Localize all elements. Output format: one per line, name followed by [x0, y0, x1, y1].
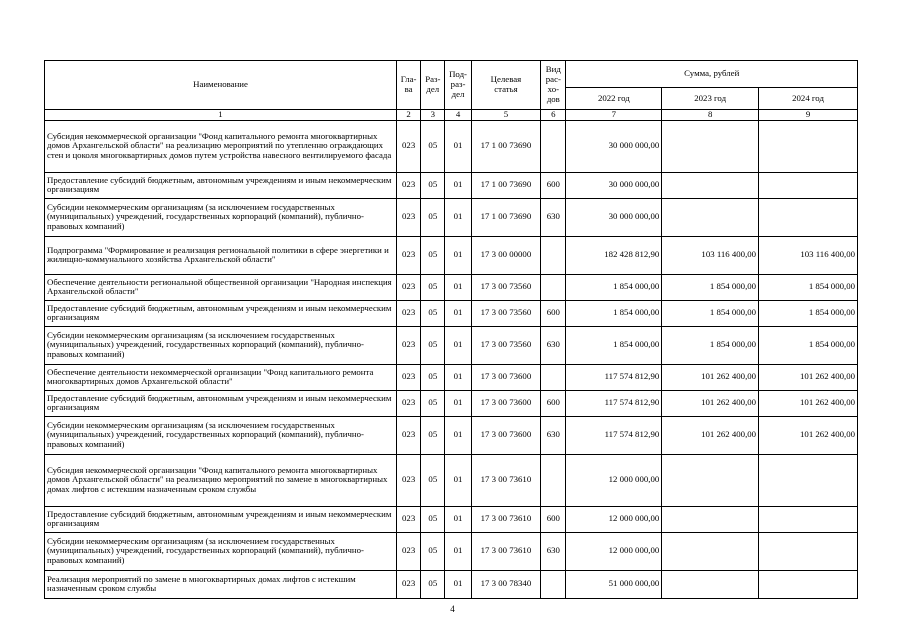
- header-sum: Сумма, рублей: [566, 61, 858, 88]
- row-glava: 023: [397, 454, 421, 506]
- row-sum-2024: [759, 454, 858, 506]
- row-vid: [541, 570, 566, 598]
- row-sum-2022: 1 854 000,00: [566, 326, 662, 364]
- row-podrazdel: 01: [445, 532, 471, 570]
- row-glava: 023: [397, 300, 421, 326]
- row-sum-2023: [662, 506, 759, 532]
- row-sum-2023: 1 854 000,00: [662, 300, 759, 326]
- row-sum-2024: 103 116 400,00: [759, 236, 858, 274]
- row-sum-2022: 12 000 000,00: [566, 506, 662, 532]
- table-row: [45, 120, 858, 172]
- col-number: 5: [471, 110, 541, 121]
- row-glava: 023: [397, 416, 421, 454]
- table-row: [45, 172, 858, 198]
- table-row: [45, 198, 858, 236]
- row-name: Обеспечение деятельности региональной общественной организации "Народная инспекция Архангельской области": [45, 274, 397, 300]
- table-row: [45, 274, 858, 300]
- row-name: Предоставление субсидий бюджетным, автономным учреждениям и иным некоммерческим организациям: [45, 172, 397, 198]
- row-name: Реализация мероприятий по замене в многоквартирных домах лифтов с истекшим назначенным сроком службы: [45, 570, 397, 598]
- row-sum-2024: [759, 506, 858, 532]
- row-sum-2024: 101 262 400,00: [759, 364, 858, 390]
- row-sum-2024: [759, 120, 858, 172]
- header-target: Целевая статья: [471, 61, 541, 110]
- row-podrazdel: 01: [445, 570, 471, 598]
- row-sum-2023: 101 262 400,00: [662, 390, 759, 416]
- row-target: 17 3 00 00000: [471, 236, 541, 274]
- row-sum-2024: [759, 532, 858, 570]
- row-target: 17 1 00 73690: [471, 172, 541, 198]
- row-name: Предоставление субсидий бюджетным, автономным учреждениям и иным некоммерческим организациям: [45, 390, 397, 416]
- header-vid: Вид рас- хо- дов: [541, 61, 566, 110]
- row-name: Предоставление субсидий бюджетным, автономным учреждениям и иным некоммерческим организациям: [45, 300, 397, 326]
- row-vid: 630: [541, 326, 566, 364]
- row-sum-2022: 1 854 000,00: [566, 300, 662, 326]
- table-row: [45, 300, 858, 326]
- row-sum-2023: 101 262 400,00: [662, 364, 759, 390]
- row-podrazdel: 01: [445, 236, 471, 274]
- row-podrazdel: 01: [445, 120, 471, 172]
- row-sum-2022: 117 574 812,90: [566, 364, 662, 390]
- header-row: [45, 61, 858, 88]
- row-razdel: 05: [421, 198, 445, 236]
- row-vid: [541, 236, 566, 274]
- table-row: [45, 390, 858, 416]
- row-razdel: 05: [421, 506, 445, 532]
- row-name: Подпрограмма "Формирование и реализация региональной политики в сфере энергетики и жилищно-коммунального хозяйства Архангельской области": [45, 236, 397, 274]
- row-target: 17 3 00 73610: [471, 506, 541, 532]
- table-row: [45, 454, 858, 506]
- row-vid: 600: [541, 390, 566, 416]
- table-row: [45, 236, 858, 274]
- table-row: [45, 506, 858, 532]
- row-sum-2022: 1 854 000,00: [566, 274, 662, 300]
- table-row: [45, 326, 858, 364]
- row-sum-2022: 182 428 812,90: [566, 236, 662, 274]
- col-number: 2: [397, 110, 421, 121]
- header-name: Наименование: [45, 61, 397, 110]
- row-target: 17 3 00 78340: [471, 570, 541, 598]
- row-sum-2022: 30 000 000,00: [566, 172, 662, 198]
- col-number: 4: [445, 110, 471, 121]
- row-glava: 023: [397, 198, 421, 236]
- row-target: 17 3 00 73600: [471, 416, 541, 454]
- row-glava: 023: [397, 570, 421, 598]
- row-razdel: 05: [421, 300, 445, 326]
- row-sum-2023: 103 116 400,00: [662, 236, 759, 274]
- row-podrazdel: 01: [445, 172, 471, 198]
- row-target: 17 3 00 73610: [471, 454, 541, 506]
- row-razdel: 05: [421, 532, 445, 570]
- table-row: [45, 532, 858, 570]
- row-target: 17 3 00 73560: [471, 300, 541, 326]
- table-row: [45, 416, 858, 454]
- row-glava: 023: [397, 326, 421, 364]
- table-body: [45, 120, 858, 598]
- col-number: 1: [45, 110, 397, 121]
- budget-table: [44, 60, 858, 599]
- row-razdel: 05: [421, 454, 445, 506]
- row-sum-2023: [662, 532, 759, 570]
- row-glava: 023: [397, 236, 421, 274]
- row-sum-2024: 101 262 400,00: [759, 416, 858, 454]
- row-podrazdel: 01: [445, 454, 471, 506]
- row-target: 17 1 00 73690: [471, 120, 541, 172]
- row-target: 17 3 00 73610: [471, 532, 541, 570]
- row-target: 17 3 00 73560: [471, 326, 541, 364]
- col-number: 6: [541, 110, 566, 121]
- header-podrazdel: Под- раз- дел: [445, 61, 471, 110]
- row-podrazdel: 01: [445, 326, 471, 364]
- row-target: 17 3 00 73600: [471, 364, 541, 390]
- row-sum-2023: [662, 172, 759, 198]
- row-podrazdel: 01: [445, 198, 471, 236]
- row-sum-2022: 117 574 812,90: [566, 416, 662, 454]
- row-vid: 630: [541, 532, 566, 570]
- table-row: [45, 364, 858, 390]
- row-razdel: 05: [421, 416, 445, 454]
- row-razdel: 05: [421, 326, 445, 364]
- row-sum-2024: 101 262 400,00: [759, 390, 858, 416]
- row-sum-2023: 101 262 400,00: [662, 416, 759, 454]
- row-vid: [541, 120, 566, 172]
- row-vid: 600: [541, 172, 566, 198]
- row-sum-2023: [662, 454, 759, 506]
- row-sum-2023: 1 854 000,00: [662, 274, 759, 300]
- row-podrazdel: 01: [445, 390, 471, 416]
- table-row: [45, 570, 858, 598]
- column-numbers-row: [45, 110, 858, 121]
- row-name: Обеспечение деятельности некоммерческой организации "Фонд капитального ремонта многоквартирных домов Архангельской области": [45, 364, 397, 390]
- row-sum-2023: 1 854 000,00: [662, 326, 759, 364]
- row-name: Субсидия некоммерческой организации "Фонд капитального ремонта многоквартирных домов Архангельской области" на реализацию мероприятий по замене в многоквартирных домах лифтов с истекшим назначенным сроком службы: [45, 454, 397, 506]
- row-razdel: 05: [421, 390, 445, 416]
- row-glava: 023: [397, 532, 421, 570]
- row-sum-2023: [662, 198, 759, 236]
- row-sum-2024: [759, 570, 858, 598]
- row-razdel: 05: [421, 172, 445, 198]
- row-sum-2022: 51 000 000,00: [566, 570, 662, 598]
- row-sum-2023: [662, 570, 759, 598]
- page-number: 4: [450, 604, 455, 614]
- row-razdel: 05: [421, 364, 445, 390]
- row-sum-2022: 30 000 000,00: [566, 198, 662, 236]
- row-name: Субсидии некоммерческим организациям (за исключением государственных (муниципальных) учреждений, государственных корпораций (компаний), публично-правовых компаний): [45, 416, 397, 454]
- row-sum-2023: [662, 120, 759, 172]
- row-sum-2022: 12 000 000,00: [566, 532, 662, 570]
- row-sum-2022: 117 574 812,90: [566, 390, 662, 416]
- row-sum-2022: 12 000 000,00: [566, 454, 662, 506]
- row-name: Субсидии некоммерческим организациям (за исключением государственных (муниципальных) учреждений, государственных корпораций (компаний), публично-правовых компаний): [45, 532, 397, 570]
- row-vid: [541, 274, 566, 300]
- row-vid: [541, 364, 566, 390]
- header-year-2022: 2022 год: [566, 88, 662, 110]
- row-glava: 023: [397, 172, 421, 198]
- row-sum-2024: 1 854 000,00: [759, 274, 858, 300]
- row-vid: 600: [541, 506, 566, 532]
- row-sum-2024: [759, 172, 858, 198]
- row-name: Субсидии некоммерческим организациям (за исключением государственных (муниципальных) учреждений, государственных корпораций (компаний), публично-правовых компаний): [45, 326, 397, 364]
- row-target: 17 3 00 73600: [471, 390, 541, 416]
- row-sum-2024: [759, 198, 858, 236]
- row-name: Субсидия некоммерческой организации "Фонд капитального ремонта многоквартирных домов Архангельской области" на реализацию мероприятий по утепленню ограждающих стен и цоколя многоквартирных домов путем устройства навесного вентилируемого фасада: [45, 120, 397, 172]
- col-number: 8: [662, 110, 759, 121]
- row-vid: 630: [541, 198, 566, 236]
- row-glava: 023: [397, 274, 421, 300]
- row-vid: [541, 454, 566, 506]
- row-glava: 023: [397, 364, 421, 390]
- header-year-2024: 2024 год: [759, 88, 858, 110]
- header-razdel: Раз- дел: [421, 61, 445, 110]
- row-razdel: 05: [421, 236, 445, 274]
- row-target: 17 3 00 73560: [471, 274, 541, 300]
- col-number: 7: [566, 110, 662, 121]
- row-vid: 600: [541, 300, 566, 326]
- header-glava: Гла- ва: [397, 61, 421, 110]
- row-podrazdel: 01: [445, 416, 471, 454]
- row-glava: 023: [397, 120, 421, 172]
- row-sum-2022: 30 000 000,00: [566, 120, 662, 172]
- header-year-2023: 2023 год: [662, 88, 759, 110]
- row-podrazdel: 01: [445, 274, 471, 300]
- row-podrazdel: 01: [445, 364, 471, 390]
- row-target: 17 1 00 73690: [471, 198, 541, 236]
- row-sum-2024: 1 854 000,00: [759, 326, 858, 364]
- row-glava: 023: [397, 390, 421, 416]
- row-name: Предоставление субсидий бюджетным, автономным учреждениям и иным некоммерческим организациям: [45, 506, 397, 532]
- row-vid: 630: [541, 416, 566, 454]
- row-razdel: 05: [421, 570, 445, 598]
- row-razdel: 05: [421, 120, 445, 172]
- col-number: 3: [421, 110, 445, 121]
- row-glava: 023: [397, 506, 421, 532]
- row-podrazdel: 01: [445, 300, 471, 326]
- col-number: 9: [759, 110, 858, 121]
- row-podrazdel: 01: [445, 506, 471, 532]
- row-sum-2024: 1 854 000,00: [759, 300, 858, 326]
- row-name: Субсидии некоммерческим организациям (за исключением государственных (муниципальных) учреждений, государственных корпораций (компаний), публично-правовых компаний): [45, 198, 397, 236]
- row-razdel: 05: [421, 274, 445, 300]
